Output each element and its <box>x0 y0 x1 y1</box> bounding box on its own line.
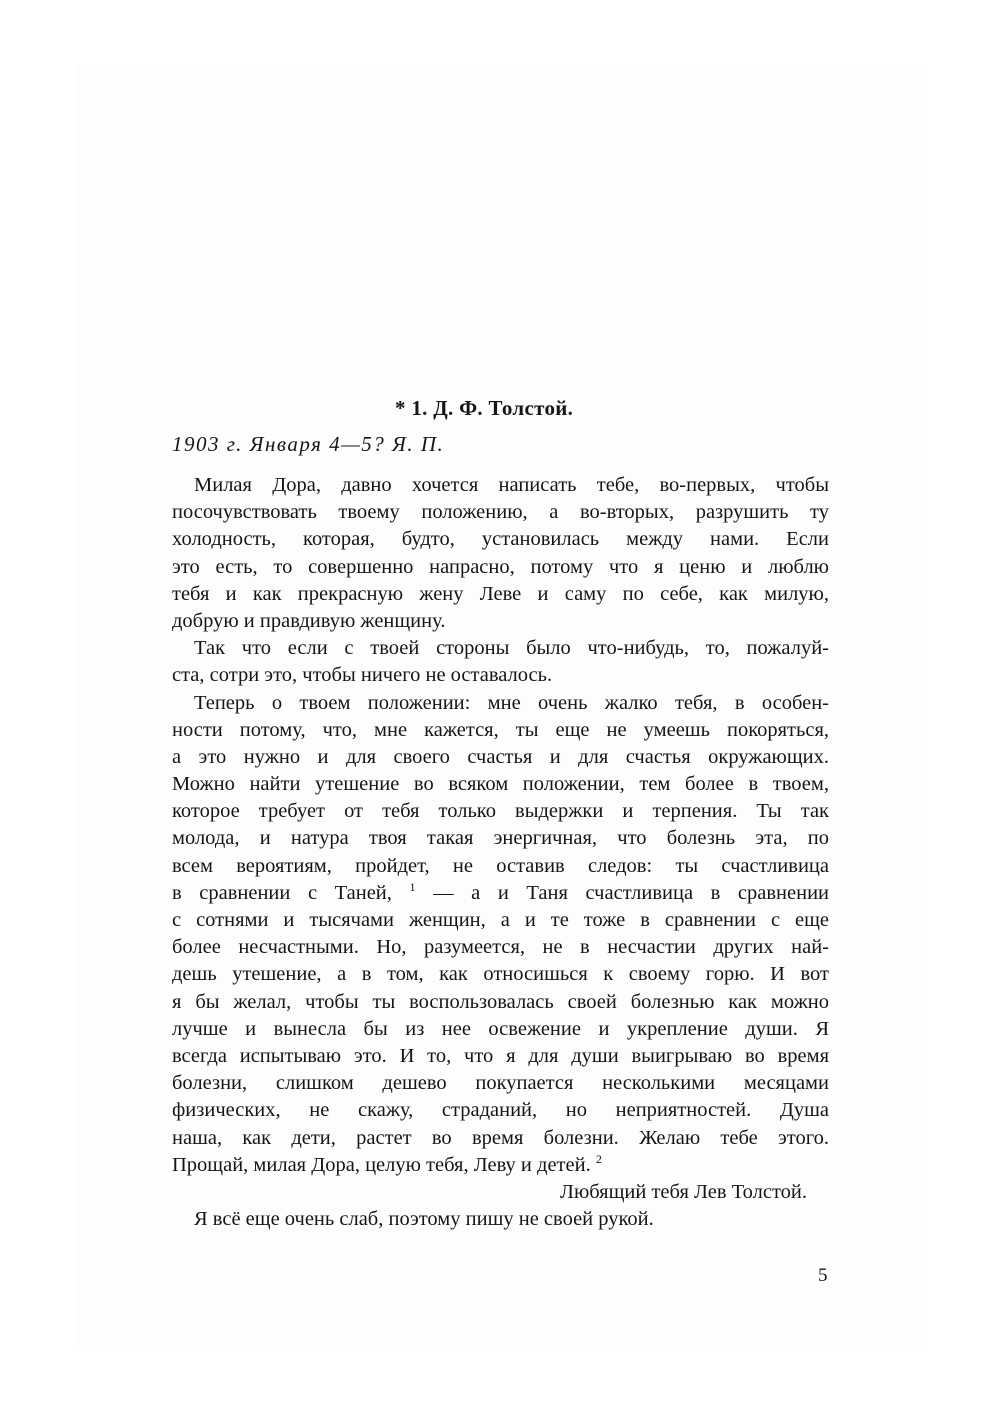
text-line: ста, сотри это, чтобы ничего не оставалось. <box>172 664 553 687</box>
signature: Любящий тебя Лев Толстой. <box>560 1180 807 1203</box>
text-segment: в сравнении с Таней, <box>172 881 392 904</box>
text-line: всем вероятиям, пройдет, не оставив следов: ты счастливица <box>172 854 829 877</box>
text-segment: — а и Таня счастливица в сравнении <box>433 881 830 904</box>
text-line: с сотнями и тысячами женщин, а и те тоже в сравнении с еще <box>172 909 829 931</box>
text-line: молода, и натура твоя такая энергичная, что болезнь эта, по <box>172 827 829 850</box>
text-line: посочувствовать твоему положению, а во-вторых, разрушить ту <box>172 501 829 524</box>
text-line-with-footnote <box>172 1152 829 1179</box>
postscript: Я всё еще очень слаб, поэтому пишу не своей рукой. <box>194 1208 654 1231</box>
text-line: добрую и правдивую женщину. <box>172 609 446 632</box>
text-line: это есть, то совершенно напрасно, потому что я ценю и люблю <box>172 555 829 578</box>
text-line: тебя и как прекрасную жену Леве и саму по себе, как милую, <box>172 582 829 605</box>
text-line: Так что если с твоей стороны было что-нибудь, то, пожалуй- <box>194 637 829 660</box>
text-line: ности потому, что, мне кажется, ты еще не умеешь покоряться, <box>172 718 829 741</box>
text-line: холодность, которая, будто, установилась между нами. Если <box>172 528 829 551</box>
text-line: дешь утешение, а в том, как относишься к своему горю. И вот <box>172 963 829 986</box>
letter <box>172 393 829 1233</box>
text-line: Милая Дора, давно хочется написать тебе, во-первых, чтобы <box>194 474 829 496</box>
text-line: болезни, слишком дешево покупается несколькими месяцами <box>172 1072 829 1095</box>
footnote-marker-2[interactable]: 2 <box>595 1151 602 1166</box>
text-line: а это нужно и для своего счастья и для счастья окружающих. <box>172 745 829 768</box>
text-line-with-footnote <box>172 880 829 907</box>
text-line: более несчастными. Но, разумеется, не в несчастии других най- <box>172 936 829 959</box>
text-line: Можно найти утешение во всяком положении, тем более в твоем, <box>172 773 829 796</box>
text-segment: Прощай, милая Дора, целую тебя, Леву и детей. <box>172 1153 591 1176</box>
footnote-marker-1[interactable]: 1 <box>409 879 416 894</box>
text-line: Теперь о твоем положении: мне очень жалко тебя, в особен- <box>194 691 829 714</box>
letter-heading: * 1. Д. Ф. Толстой. <box>395 396 574 420</box>
text-line: всегда испытываю это. И то, что я для души выигрываю во время <box>172 1044 829 1067</box>
letter-date-line: 1903 г. Января 4—5? Я. П. <box>172 432 445 456</box>
text-line: физических, не скажу, страданий, но неприятностей. Душа <box>172 1099 829 1122</box>
text-line: лучше и вынесла бы из нее освежение и укрепление души. Я <box>172 1017 829 1040</box>
letter-body <box>172 472 829 1233</box>
text-line: которое требует от тебя только выдержки и терпения. Ты так <box>172 800 829 823</box>
page-number: 5 <box>818 1265 828 1286</box>
text-line: я бы желал, чтобы ты воспользовалась своей болезнью как можно <box>172 990 829 1013</box>
text-line: наша, как дети, растет во время болезни. Желаю тебе этого. <box>172 1126 829 1149</box>
